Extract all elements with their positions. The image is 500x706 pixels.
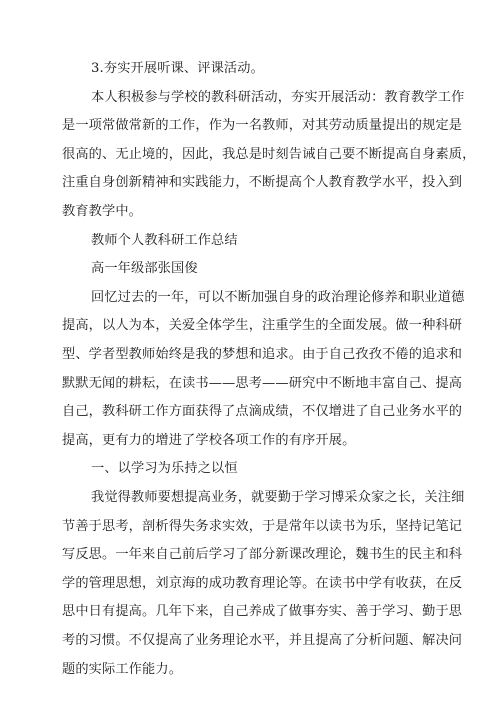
paragraph-line: 默默无闻的耕耘，在读书——思考——研究中不断地丰富自己、提高 xyxy=(62,375,463,391)
paragraph-line: 型、学者型教师始终是我的梦想和追求。由于自己孜孜不倦的追求和 xyxy=(62,347,463,362)
paragraph-line: 自己，教科研工作方面获得了点滴成绩，不仅增进了自己业务水平的 xyxy=(62,404,463,420)
paragraph-line: 回忆过去的一年，可以不断加强自身的政治理论修养和职业道德 xyxy=(91,289,465,305)
paragraph-line: 考的习惯。不仅提高了业务理论水平，并且提高了分析问题、解决问 xyxy=(62,633,463,648)
paragraph-line: 节善于思考，剖析得失务求实效，于是常年以读书为乐，坚持记笔记 xyxy=(62,518,463,534)
document-title: 教师个人教科研工作总结 xyxy=(91,232,238,248)
paragraph-line: 思中日有提高。几年下来，自己养成了做事夯实、善于学习、勤于思 xyxy=(62,604,463,620)
paragraph-line: 是一项常做常新的工作，作为一名教师，对其劳动质量提出的规定是 xyxy=(62,118,463,134)
author-line: 高一年级部张国俊 xyxy=(91,261,198,277)
paragraph-line: 很高的、无止境的，因此，我总是时刻告诫自己要不断提高自身素质， xyxy=(62,146,476,162)
paragraph-line: 题的实际工作能力。 xyxy=(62,661,183,677)
paragraph-line: 学的管理思想，刘京海的成功教育理论等。在读书中学有收获，在反 xyxy=(62,575,463,591)
paragraph-line: 我觉得教师要想提高业务，就要勤于学习博采众家之长，关注细 xyxy=(91,490,465,505)
paragraph-line: 注重自身创新精神和实践能力，不断提高个人教育教学水平，投入到 xyxy=(62,175,463,191)
paragraph-line: 教育教学中。 xyxy=(62,204,143,219)
section-heading: 一、以学习为乐持之以恒 xyxy=(91,461,238,477)
paragraph-line: 提高，以人为本，关爱全体学生，注重学生的全面发展。做一种科研 xyxy=(62,318,463,334)
paragraph-line: 本人积极参与学校的教科研活动，夯实开展活动：教育教学工作 xyxy=(91,89,465,105)
paragraph-line: 写反思。一年来自己前后学习了部分新课改理论，魏书生的民主和科 xyxy=(62,547,463,563)
paragraph-line: 提高，更有力的增进了学校各项工作的有序开展。 xyxy=(62,432,356,448)
list-item-heading: 3.夯实开展听课、评课活动。 xyxy=(91,61,264,76)
